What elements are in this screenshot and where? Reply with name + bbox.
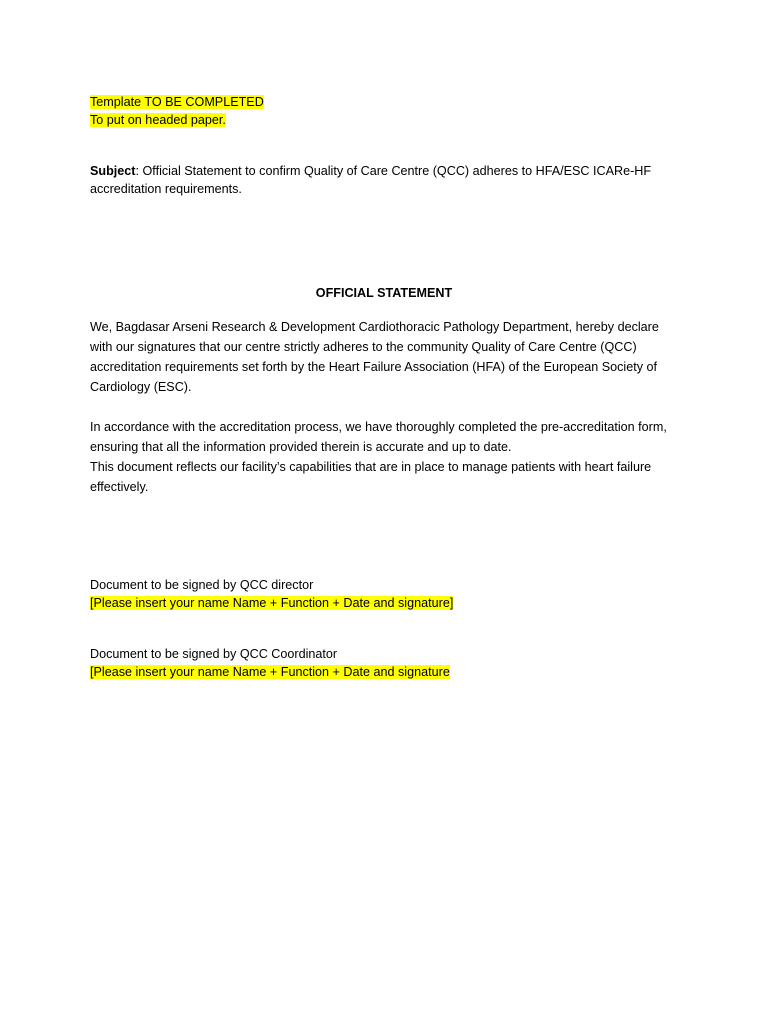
statement-paragraph-2	[90, 417, 680, 497]
template-note-line-1	[90, 93, 264, 111]
coordinator-signature-placeholder: [Please insert your name Name + Function + Date and signature	[90, 665, 450, 679]
headed-paper-note-highlight: To put on headed paper.	[90, 113, 226, 127]
statement-paragraph-1	[90, 317, 680, 397]
capabilities-text: This document reflects our facility’s capabilities that are in place to manage patients with heart failure effectively.	[90, 460, 652, 494]
director-signature-placeholder-line	[90, 594, 453, 612]
director-signature-label: Document to be signed by QCC director	[90, 578, 314, 592]
coordinator-signature-label: Document to be signed by QCC Coordinator	[90, 647, 338, 661]
template-note-highlight: Template TO BE COMPLETED	[90, 95, 264, 109]
template-note-line-2	[90, 111, 226, 129]
director-signature-placeholder: [Please insert your name Name + Function + Date and signature]	[90, 596, 454, 610]
accreditation-process-text: In accordance with the accreditation process, we have thoroughly completed the pre-accreditation form, ensuring that all the information provided therein is accurate and up to date.	[90, 420, 667, 454]
coordinator-signature-placeholder-line	[90, 663, 450, 681]
subject-label: Subject	[90, 164, 136, 178]
subject-text: : Official Statement to confirm Quality of Care Centre (QCC) adheres to HFA/ESC ICARe-HF accreditation requirements.	[90, 164, 652, 196]
declaration-text: We, Bagdasar Arseni Research & Development Cardiothoracic Pathology Department, hereby declare with our signatures that our centre strictly adheres to the community Quality of Care Centre (QCC) accreditation requirements set forth by the Heart Failure Association (HFA) of the European Society of Cardiology (ESC).	[90, 320, 659, 394]
official-statement-heading: OFFICIAL STATEMENT	[315, 286, 453, 300]
subject-line	[90, 162, 680, 198]
